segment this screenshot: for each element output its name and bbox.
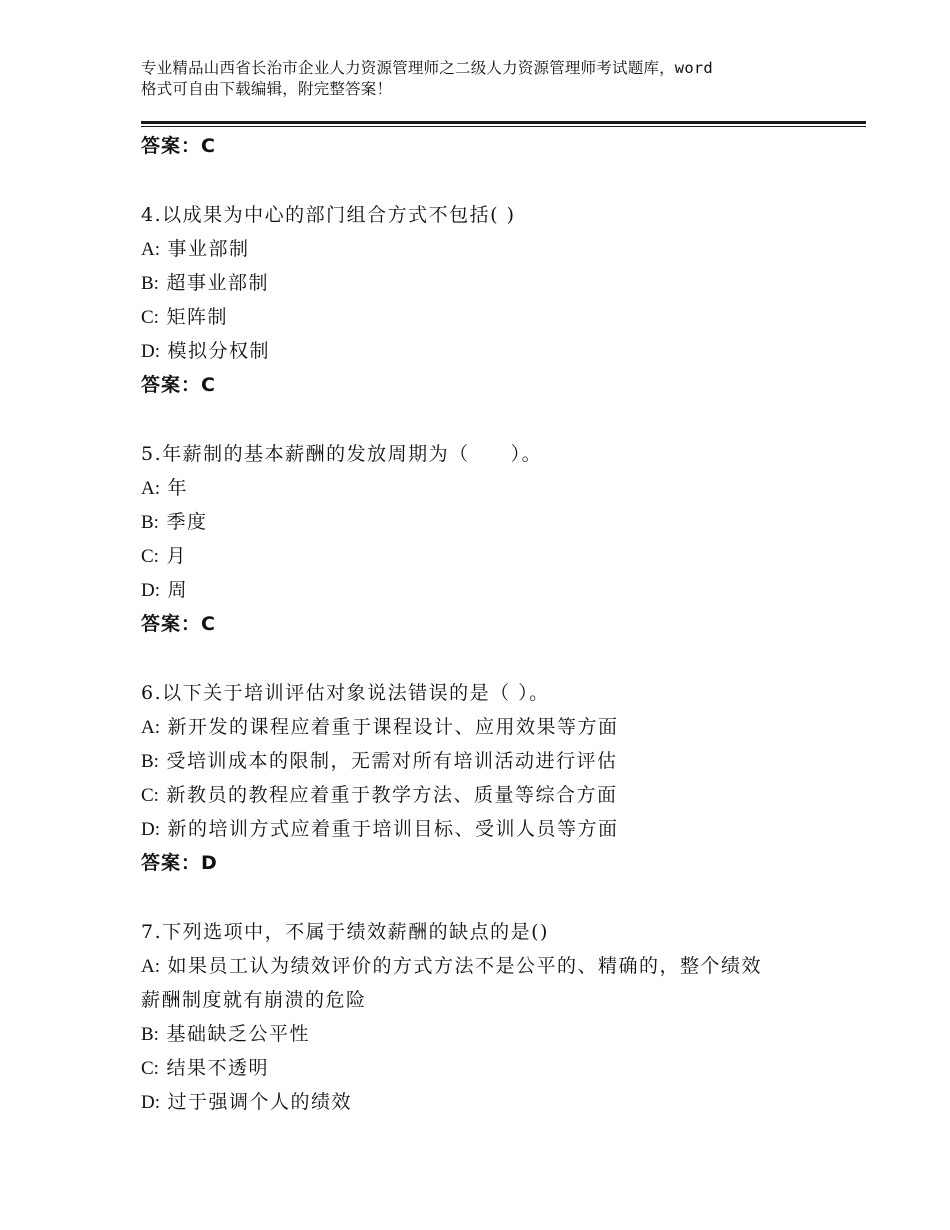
option-c bbox=[141, 302, 228, 329]
option-b bbox=[141, 507, 208, 534]
option-text: 事业部制 bbox=[167, 238, 250, 260]
option-key: C: bbox=[141, 307, 159, 328]
option-key: D: bbox=[141, 1092, 160, 1113]
option-c bbox=[141, 541, 187, 568]
header-line-2: 格式可自由下载编辑，附完整答案！ bbox=[141, 80, 393, 98]
option-key: D: bbox=[141, 819, 160, 840]
question-7 bbox=[141, 917, 549, 944]
answer-6: 答案：D bbox=[141, 852, 218, 874]
option-a bbox=[141, 234, 250, 261]
option-key: C: bbox=[141, 1058, 159, 1079]
option-key: C: bbox=[141, 546, 159, 567]
answer-4: 答案：C bbox=[141, 374, 216, 396]
option-text: 周 bbox=[167, 579, 189, 601]
option-text: 月 bbox=[166, 545, 188, 567]
question-5 bbox=[141, 439, 542, 466]
option-key: A: bbox=[141, 956, 160, 977]
header-line-1: 专业精品山西省长治市企业人力资源管理师之二级人力资源管理师考试题库，word bbox=[141, 59, 713, 77]
document-header bbox=[141, 58, 831, 100]
option-text: 过于强调个人的绩效 bbox=[167, 1091, 353, 1113]
option-a bbox=[141, 473, 188, 500]
question-6 bbox=[141, 678, 550, 705]
question-number: 4. bbox=[141, 204, 163, 226]
answer-5: 答案：C bbox=[141, 613, 216, 635]
previous-answer: 答案：C bbox=[141, 135, 216, 157]
option-d bbox=[141, 575, 188, 602]
header-divider-thin bbox=[141, 126, 866, 127]
option-key: A: bbox=[141, 478, 160, 499]
option-key: D: bbox=[141, 580, 160, 601]
option-text: 新教员的教程应着重于教学方法、质量等综合方面 bbox=[166, 784, 618, 806]
option-text: 新的培训方式应着重于培训目标、受训人员等方面 bbox=[167, 818, 619, 840]
question-text: 年薪制的基本薪酬的发放周期为（ ）。 bbox=[162, 443, 543, 465]
option-key: B: bbox=[141, 273, 159, 294]
option-text: 年 bbox=[167, 477, 189, 499]
option-text: 超事业部制 bbox=[166, 272, 270, 294]
question-text: 下列选项中，不属于绩效薪酬的缺点的是() bbox=[162, 921, 549, 943]
option-b bbox=[141, 746, 618, 773]
option-text: 结果不透明 bbox=[166, 1057, 270, 1079]
question-number: 5. bbox=[141, 443, 163, 465]
option-key: C: bbox=[141, 785, 159, 806]
question-number: 7. bbox=[141, 921, 163, 943]
option-text: 模拟分权制 bbox=[167, 340, 271, 362]
option-text: 季度 bbox=[166, 511, 208, 533]
header-divider-thick bbox=[141, 121, 866, 124]
option-b bbox=[141, 268, 269, 295]
option-a bbox=[141, 712, 619, 739]
option-key: B: bbox=[141, 1024, 159, 1045]
option-key: A: bbox=[141, 239, 160, 260]
option-c bbox=[141, 1053, 269, 1080]
option-d bbox=[141, 336, 270, 363]
option-d bbox=[141, 1087, 352, 1114]
option-key: A: bbox=[141, 717, 160, 738]
option-a-continuation: 薪酬制度就有崩溃的危险 bbox=[141, 989, 367, 1011]
question-text: 以成果为中心的部门组合方式不包括( ) bbox=[162, 204, 516, 226]
option-text: 基础缺乏公平性 bbox=[166, 1023, 311, 1045]
option-text: 矩阵制 bbox=[166, 306, 229, 328]
option-d bbox=[141, 814, 619, 841]
option-text: 受培训成本的限制，无需对所有培训活动进行评估 bbox=[166, 750, 618, 772]
option-a bbox=[141, 951, 762, 978]
question-4 bbox=[141, 200, 516, 227]
question-text: 以下关于培训评估对象说法错误的是（ ）。 bbox=[162, 682, 550, 704]
option-key: D: bbox=[141, 341, 160, 362]
option-text: 如果员工认为绩效评价的方式方法不是公平的、精确的，整个绩效 bbox=[167, 955, 763, 977]
option-c bbox=[141, 780, 618, 807]
option-key: B: bbox=[141, 751, 159, 772]
option-text: 新开发的课程应着重于课程设计、应用效果等方面 bbox=[167, 716, 619, 738]
option-key: B: bbox=[141, 512, 159, 533]
option-b bbox=[141, 1019, 310, 1046]
question-number: 6. bbox=[141, 682, 163, 704]
